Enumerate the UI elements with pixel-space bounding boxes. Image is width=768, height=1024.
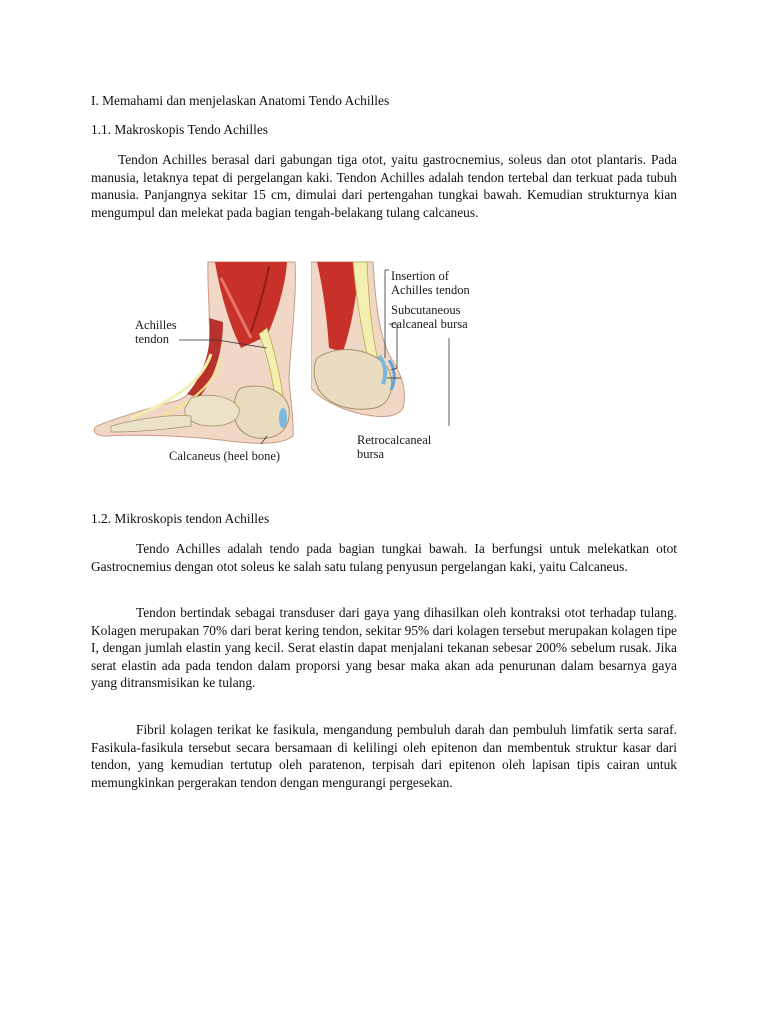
achilles-anatomy-figure (91, 258, 497, 468)
paragraph-microscopic-1: Tendo Achilles adalah tendo pada bagian tungkai bawah. Ia berfungsi untuk melekatkan otot Gastrocnemius dengan otot soleus ke salah satu tulang penyusun pergelangan kaki, yaitu Calcaneus. (91, 541, 677, 574)
paragraph-macroscopic: Tendon Achilles berasal dari gabungan tiga otot, yaitu gastrocnemius, soleus dan otot plantaris. Pada manusia, letaknya tepat di pergelangan kaki. Tendon Achilles adalah tendon tertebal dan terkuat pada tubuh manusia. Panjangnya sekitar 15 cm, dimulai dari pertengahan tungkai bawah. Kemudian strukturnya kian mengumpul dan melekat pada bagian tengah-belakang tulang calcaneus. (91, 152, 677, 220)
label-achilles-2: tendon (135, 332, 170, 346)
paragraph-microscopic-3: Fibril kolagen terikat ke fasikula, mengandung pembuluh darah dan pembuluh limfatik serta saraf. Fasikula-fasikula tersebut secara bersamaan di kelilingi oleh epitenon dan membentuk struktur kasar dari tendon, yang kemudian tertutup oleh paratenon, terpisah dari epitenon oleh lapisan tipis cairan untuk memungkinkan pergerakan tendon dengan mengurangi pergesekan. (91, 722, 677, 790)
paragraph-microscopic-2: Tendon bertindak sebagai transduser dari gaya yang dihasilkan oleh kontraksi otot terhadap tulang. Kolagen merupakan 70% dari berat kering tendon, sekitar 95% dari kolagen tersebut merupakan kolagen tipe I, dengan jumlah elastin yang kecil. Serat elastin dapat menjalani tekanan sebesar 200% sebelum rusak. Jika serat elastin ada pada tendon dalam proporsi yang besar maka akan ada penurunan dalam besarnya gaya yang ditransmisikan ke tulang. (91, 605, 677, 691)
label-retrocalcaneal-1: Retrocalcaneal (357, 433, 432, 447)
label-calcaneus: Calcaneus (heel bone) (169, 449, 281, 463)
heading-macroscopic: 1.1. Makroskopis Tendo Achilles (91, 122, 268, 137)
heading-main: I. Memahami dan menjelaskan Anatomi Tendo Achilles (91, 93, 390, 108)
label-insertion-2: Achilles tendon (391, 283, 470, 297)
foot-lateral-view (94, 262, 295, 444)
label-subcutaneous-2: calcaneal bursa (391, 317, 468, 331)
heading-microscopic: 1.2. Mikroskopis tendon Achilles (91, 511, 270, 526)
achilles-anatomy-illustration (91, 258, 497, 468)
label-insertion-1: Insertion of (391, 269, 449, 283)
label-retrocalcaneal-2: bursa (357, 447, 385, 461)
label-subcutaneous-1: Subcutaneous (391, 303, 461, 317)
label-achilles-1: Achilles (135, 318, 177, 332)
